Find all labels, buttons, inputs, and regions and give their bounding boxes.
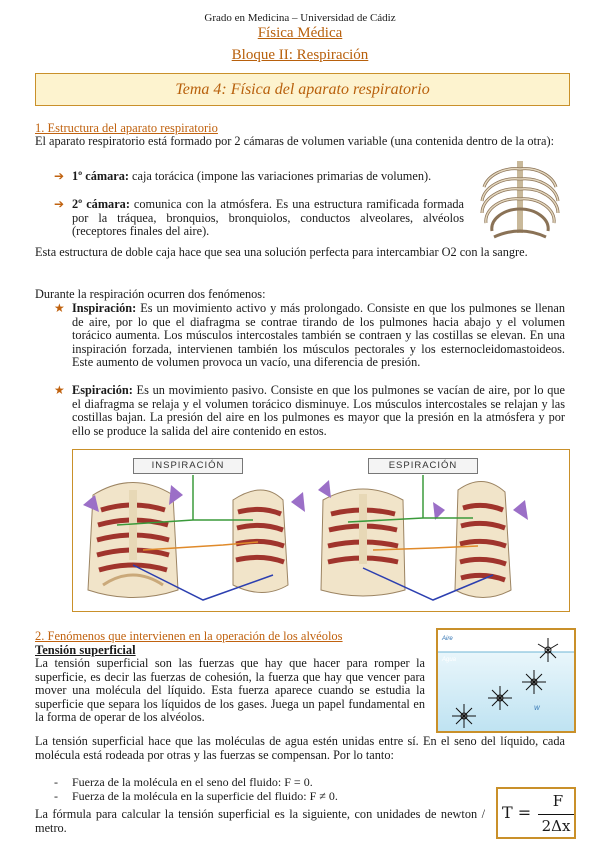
star-bullet-icon: ★ <box>54 383 65 397</box>
header-course: Grado en Medicina – Universidad de Cádiz <box>204 12 396 24</box>
fuerza-superficie-item <box>54 789 338 803</box>
formula-para: La fórmula para calcular la tensión superficial es la siguiente, con unidades de newton / metro. <box>35 807 485 835</box>
label-agua: Agua <box>442 657 457 663</box>
section1-intro: El aparato respiratorio está formado por 2 cámaras de volumen variable (una contenida dentro de la otra): <box>35 134 554 148</box>
espiracion-label: Espiración: <box>72 383 133 397</box>
formula-lhs: T = <box>502 803 532 822</box>
inspiracion-label: Inspiración: <box>72 301 137 315</box>
water-molecules-diagram <box>438 630 574 731</box>
water-molecules-illustration <box>436 628 576 733</box>
tema-title: Tema 4: Física del aparato respiratorio <box>175 80 430 98</box>
star-bullet-icon: ★ <box>54 301 65 315</box>
camara2-item <box>54 197 465 239</box>
header-subject: Física Médica <box>257 25 343 41</box>
arrow-icon: ➔ <box>54 169 65 183</box>
camara1-label: 1º cámara: <box>72 169 129 183</box>
tension-para2: La tensión superficial hace que las moléculas de agua estén unidas entre sí. En el seno del líquido, cada molécula está rodeada por otras y las fuerzas se compensan. Por lo tanto: <box>35 734 565 762</box>
label-espiracion: ESPIRACIÓN <box>368 458 478 474</box>
fenomenos-intro: Durante la respiración ocurren dos fenómenos: <box>35 287 266 301</box>
camara2-label: 2º cámara: <box>72 197 130 211</box>
ribcage-side-right <box>455 481 511 597</box>
tema-title-box <box>35 73 570 106</box>
camara1-item <box>54 169 464 184</box>
camara1-text: caja torácica (impone las variaciones primarias de volumen). <box>128 169 432 183</box>
formula-numerator: F <box>552 792 564 810</box>
fuerza-seno-item <box>54 775 313 789</box>
inspiracion-item <box>54 301 565 370</box>
fuerza-superficie-text: Fuerza de la molécula en la superficie del fluido: F ≠ 0. <box>72 789 338 803</box>
respiration-diagram <box>73 450 568 610</box>
ribcage-illustration <box>474 157 566 245</box>
dash-bullet: - <box>54 775 58 789</box>
fuerza-seno-text: Fuerza de la molécula en el seno del fluido: F = 0. <box>72 775 313 789</box>
tension-superficial-subtitle: Tensión superficial <box>35 643 136 657</box>
camara2-text: comunica con la atmósfera. Es una estructura ramificada formada por la tráquea, bronquios, bronquiolos, conductos alveolares, alvéolos (receptores finales del aire). <box>72 197 465 238</box>
espiracion-item <box>54 383 565 438</box>
label-w: W <box>534 706 540 712</box>
fraction-bar <box>538 814 574 815</box>
ribcage-side-left <box>233 490 288 593</box>
label-aire: Aire <box>442 636 453 642</box>
doble-caja-para: Esta estructura de doble caja hace que sea una solución perfecta para intercambiar O2 con la sangre. <box>35 245 528 259</box>
header-block: Bloque II: Respiración <box>231 47 369 63</box>
tension-para1: La tensión superficial son las fuerzas que hay que hacer para romper la superficie, es decir las fuerzas de cohesión, la fuerza que hay que vencer para mover una molécula del líquido. Esta fuerza aparece cuando se estudia la superficie que separa los líquidos de los gases. Juega un papel fundamental en la forma de operar de los alvéolos. <box>35 656 425 724</box>
label-inspiracion: INSPIRACIÓN <box>133 458 243 474</box>
formula-denominator: 2Δx <box>541 817 571 835</box>
section1-title: 1. Estructura del aparato respiratorio <box>35 121 218 135</box>
espiracion-text: Es un movimiento pasivo. Consiste en que los pulmones se vacían de aire, por lo que el diafragma se relaja y el volumen torácico disminuye. Los músculos intercostales se relajan y las costillas bajan. La presión del aire en los pulmones es mayor que la presión en la atmósfera y por ello se produce la salida del aire contenido en estos. <box>72 383 565 438</box>
respiration-figure <box>72 449 570 612</box>
section2-title: 2. Fenómenos que intervienen en la operación de los alvéolos <box>35 629 343 643</box>
arrow-icon: ➔ <box>54 197 65 211</box>
dash-bullet: - <box>54 789 58 803</box>
inspiracion-text: Es un movimiento activo y más prolongado. Consiste en que los pulmones se llenan de aire, por lo que el diafragma se contrae tirando de los pulmones hacia abajo y el volumen torácico aumenta. Los músculos intercostales también se contraen y las costillas se elevan. En una inspiración forzada, intervienen también los músculos pectorales y los esternocleidomastoideos. Este aumento de volumen provoca un vacío, una diferencia de presión. <box>72 301 565 369</box>
tension-formula <box>496 787 576 839</box>
ribcage-front-right <box>321 489 405 596</box>
